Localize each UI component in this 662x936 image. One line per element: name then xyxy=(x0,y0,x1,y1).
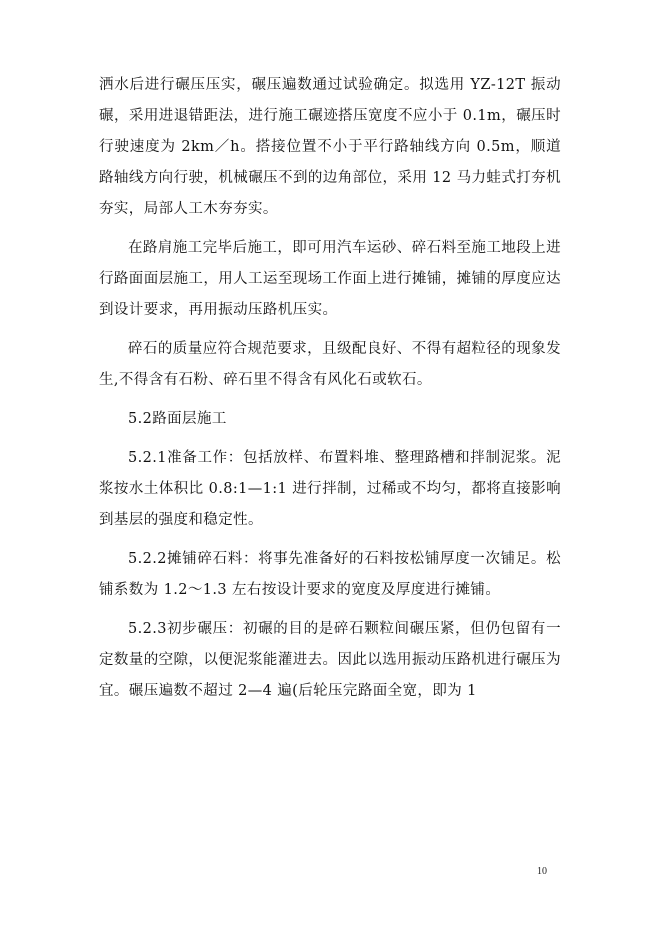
document-body xyxy=(99,70,561,715)
section-heading-5-2: 5.2路面层施工 xyxy=(128,411,227,427)
paragraph-gravel-quality: 碎石的质量应符合规范要求，且级配良好、不得有超粒径的现象发生,不得含有石粉、碎石里不得含有风化石或软石。 xyxy=(99,341,561,388)
paragraph-compaction: 洒水后进行碾压压实，碾压遍数通过试验确定。拟选用 YZ-12T 振动碾，采用进退错距法，进行施工碾迹搭压宽度不应小于 0.1m，碾压时行驶速度为 2km／h。搭接位置不小于平行路轴线方向 0.5m，顺道路轴线方向行驶，机械碾压不到的边角部位，采用 12 马力蛙式打夯机夯实，局部人工木夯夯实。 xyxy=(99,77,561,217)
subsection-5-2-2: 5.2.2摊铺碎石料：将事先准备好的石料按松铺厚度一次铺足。松铺系数为 1.2～1.3 左右按设计要求的宽度及厚度进行摊铺。 xyxy=(99,551,561,598)
page-number: 10 xyxy=(537,866,547,877)
paragraph-surface-layer-placement: 在路肩施工完毕后施工，即可用汽车运砂、碎石料至施工地段上进行路面面层施工，用人工运至现场工作面上进行摊铺，摊铺的厚度应达到设计要求，再用振动压路机压实。 xyxy=(99,240,561,318)
subsection-5-2-3: 5.2.3初步碾压：初碾的目的是碎石颗粒间碾压紧，但仍包留有一定数量的空隙，以便泥浆能灌进去。因此以选用振动压路机进行碾压为宜。碾压遍数不超过 2—4 遍(后轮压完路面全宽，即为 1 xyxy=(99,621,561,699)
subsection-5-2-1: 5.2.1准备工作：包括放样、布置料堆、整理路槽和拌制泥浆。泥浆按水土体积比 0.8:1—1:1 进行拌制，过稀或不均匀，都将直接影响到基层的强度和稳定性。 xyxy=(99,450,561,528)
